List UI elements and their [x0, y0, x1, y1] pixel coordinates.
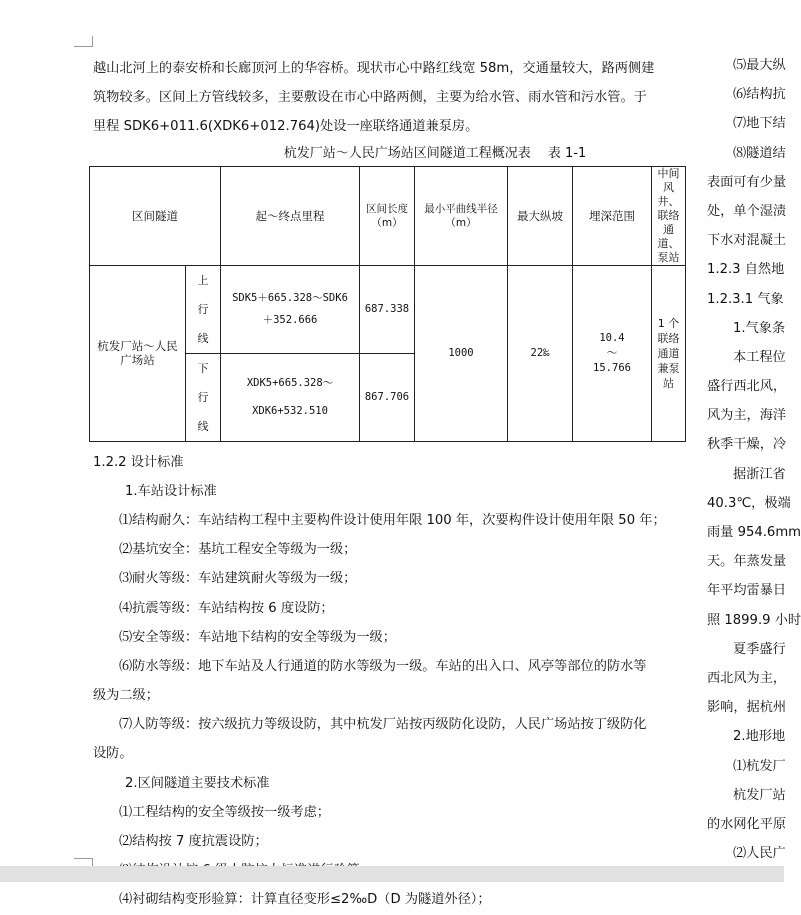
right-line-13: 风为主，海洋 [707, 408, 787, 424]
right-line-8: 1.2.3 自然地 [707, 262, 785, 278]
right-line-17: 雨量 954.6mm [707, 525, 801, 540]
header-shaft: 中间风井、联络通道、泵站 [652, 166, 686, 265]
right-line-23: 影响，据杭州 [707, 700, 787, 716]
station-item-7-line-1: ⑺人防等级：按六级抗力等级设防，其中杭发厂站按丙级防化设防，人民广场站按丁级防化 [119, 717, 647, 733]
right-line-5: 表面可有少量 [707, 174, 787, 190]
station-item-2: ⑵基坑安全：基坑工程安全等级为一级； [119, 542, 357, 558]
table-header-row [90, 166, 686, 265]
down-mileage-line-1: XDK5+665.328～ [246, 377, 334, 390]
down-char-2: 行 [197, 390, 209, 404]
right-line-4: ⑻隧道结 [733, 145, 786, 161]
station-item-5: ⑸安全等级：车站地下结构的安全等级为一级； [119, 629, 396, 645]
right-line-14: 秋季干燥，冷 [707, 437, 787, 453]
right-line-24: 2.地形地 [733, 729, 786, 745]
page-main-column [93, 54, 689, 915]
right-line-28: ⑵人民广 [733, 846, 786, 862]
cell-depth-range [573, 265, 652, 441]
margin-corner-mark-top [74, 36, 93, 47]
up-char-1: 上 [197, 273, 209, 287]
depth-sep: ～ [606, 346, 618, 359]
station-item-3: ⑶耐火等级：车站建筑耐火等级为一级； [119, 571, 357, 587]
header-radius: 最小平曲线半径（m） [415, 166, 508, 265]
cell-section-name: 杭发厂站～人民广场站 [90, 265, 186, 441]
right-line-16: 40.3℃，极端 [707, 495, 791, 511]
station-item-1: ⑴结构耐久：车站结构工程中主要构件设计使用年限 100 年，次要构件设计使用年限 50 年； [119, 512, 666, 528]
table-row-up [90, 265, 686, 353]
header-depth: 埋深范围 [573, 166, 652, 265]
tunnel-item-1: ⑴工程结构的安全等级按一级考虑； [119, 804, 330, 820]
tunnel-overview-table [89, 166, 686, 442]
right-line-9: 1.2.3.1 气象 [707, 291, 784, 307]
station-item-4: ⑷抗震等级：车站结构按 6 度设防； [119, 600, 334, 616]
cell-shaft: 1 个联络通道兼泵站 [652, 265, 686, 441]
intro-line-2: 筑物较多。区间上方管线较多，主要敷设在市心中路两侧，主要为给水管、雨水管和污水管。于 [93, 90, 647, 106]
cell-min-radius: 1000 [415, 265, 508, 441]
page-right-column [707, 51, 801, 868]
up-char-2: 行 [197, 302, 209, 316]
right-line-2: ⑹结构抗 [733, 87, 786, 103]
station-item-6-line-1: ⑹防水等级：地下车站及人行通道的防水等级为一级。车站的出入口、风亭等部位的防水等 [119, 658, 647, 674]
tunnel-item-4: ⑷衬砌结构变形验算：计算直径变形≤2‰D（D 为隧道外径）； [119, 892, 491, 908]
right-line-21: 夏季盛行 [733, 641, 786, 657]
right-line-27: 的水网化平原 [707, 816, 787, 832]
cell-down-mileage [221, 353, 360, 441]
depth-min: 10.4 [599, 331, 625, 344]
right-line-6: 处，单个湿渍 [707, 203, 787, 219]
header-slope: 最大纵坡 [508, 166, 573, 265]
right-line-15: 据浙江省 [733, 466, 786, 482]
cell-max-slope: 22‰ [508, 265, 573, 441]
horizontal-scrollbar[interactable] [0, 866, 784, 882]
up-mileage-line-1: SDK5＋665.328～SDK6 [232, 292, 348, 305]
depth-max: 15.766 [593, 361, 631, 374]
right-line-11: 本工程位 [733, 349, 786, 365]
right-line-26: 杭发厂站 [733, 787, 786, 803]
up-mileage-line-2: ＋352.666 [262, 314, 318, 327]
down-char-1: 下 [197, 361, 209, 375]
right-line-1: ⑸最大纵 [733, 58, 786, 73]
station-item-6-line-2: 级为二级； [93, 688, 159, 704]
cell-up-label [186, 265, 221, 353]
right-line-22: 西北风为主， [707, 670, 787, 686]
cell-down-length: 867.706 [360, 353, 415, 441]
tunnel-standard-title: 2.区间隧道主要技术标准 [125, 775, 270, 791]
intro-line-1: 越山北河上的泰安桥和长廊顶河上的华容桥。现状市心中路红线宽 58m，交通量较大，路两侧建 [93, 61, 655, 76]
tunnel-item-2: ⑵结构按 7 度抗震设防； [119, 834, 268, 849]
right-line-19: 年平均雷暴日 [707, 583, 787, 599]
right-line-10: 1.气象条 [733, 320, 786, 336]
station-item-7-line-2: 设防。 [93, 746, 133, 762]
station-standard-title: 1.车站设计标准 [125, 483, 217, 499]
down-char-3: 线 [197, 419, 209, 433]
header-length: 区间长度（m） [360, 166, 415, 265]
right-line-3: ⑺地下结 [733, 116, 786, 132]
intro-line-3: 里程 SDK6+011.6(XDK6+012.764)处设一座联络通道兼泵房。 [93, 119, 479, 135]
cell-up-mileage [221, 265, 360, 353]
right-line-20: 照 1899.9 小时 [707, 612, 801, 628]
right-line-25: ⑴杭发厂 [733, 758, 786, 774]
cell-down-label [186, 353, 221, 441]
header-mileage: 起～终点里程 [221, 166, 360, 265]
section-heading-design-standard: 1.2.2 设计标准 [93, 454, 184, 470]
right-line-7: 下水对混凝土 [707, 233, 787, 249]
header-tunnel: 区间隧道 [90, 166, 221, 265]
table-caption: 杭发厂站～人民广场站区间隧道工程概况表 表 1-1 [283, 145, 587, 161]
cell-up-length: 687.338 [360, 265, 415, 353]
right-line-18: 天。年蒸发量 [707, 554, 787, 570]
up-char-3: 线 [197, 331, 209, 345]
down-mileage-line-2: XDK6+532.510 [252, 405, 328, 418]
right-line-12: 盛行西北风， [707, 379, 787, 395]
